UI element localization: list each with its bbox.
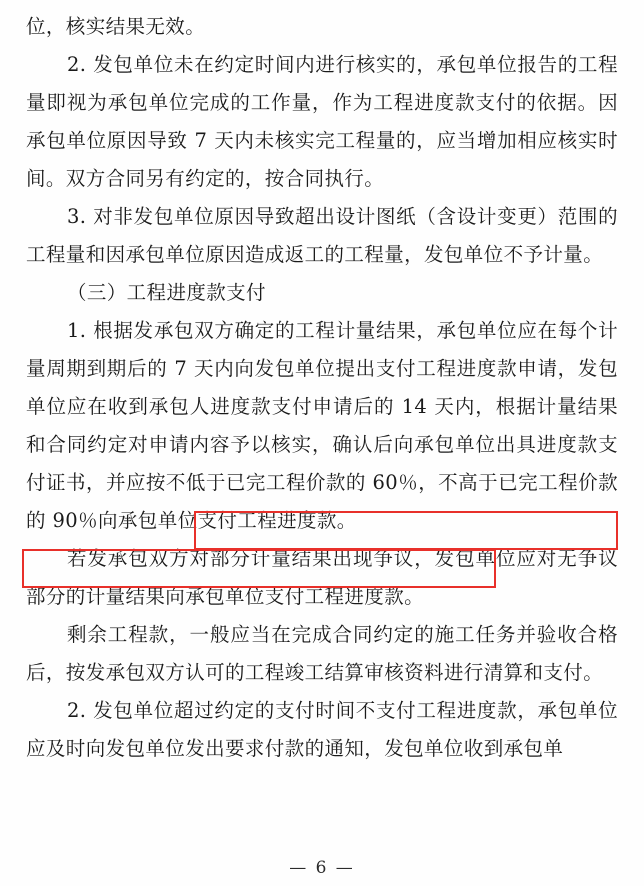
paragraph-dispute: 若发承包双方对部分计量结果出现争议，发包单位应对无争议部分的计量结果向承包单位支付工程进度款。 [26, 547, 618, 608]
paragraph-item-2: 2. 发包单位未在约定时间内进行核实的，承包单位报告的工程量即视为承包单位完成的工作量，作为工程进度款支付的依据。因承包单位原因导致 7 天内未核实完工程量的，应当增加相应核实时间。双方合同另有约定的，按合同执行。 [26, 53, 618, 190]
document-body [26, 8, 618, 768]
paragraph-payment-item-1: 1. 根据发承包双方确定的工程计量结果，承包单位应在每个计量周期到期后的 7 天内向发包单位提出支付工程进度款申请，发包单位应在收到承包人进度款支付申请后的 14 天内，根据计量结果和合同约定对申请内容予以核实，确认后向承包单位出具进度款支付证书，并应按不低于已完工程价款的 60％，不高于已完工程价款的 90％向承包单位支付工程进度款。 [26, 319, 618, 532]
paragraph-remaining-payment: 剩余工程款，一般应当在完成合同约定的施工任务并验收合格后，按发承包双方认可的工程竣工结算审核资料进行清算和支付。 [26, 623, 618, 684]
paragraph-continuation: 位，核实结果无效。 [26, 15, 206, 38]
paragraph-item-3: 3. 对非发包单位原因导致超出设计图纸（含设计变更）范围的工程量和因承包单位原因造成返工的工程量，发包单位不予计量。 [26, 205, 618, 266]
page-number: — 6 — [289, 858, 355, 878]
paragraph-payment-item-2: 2. 发包单位超过约定的支付时间不支付工程进度款，承包单位应及时向发包单位发出要求付款的通知，发包单位收到承包单 [26, 699, 618, 760]
section-heading-progress-payment: （三）工程进度款支付 [66, 281, 266, 304]
